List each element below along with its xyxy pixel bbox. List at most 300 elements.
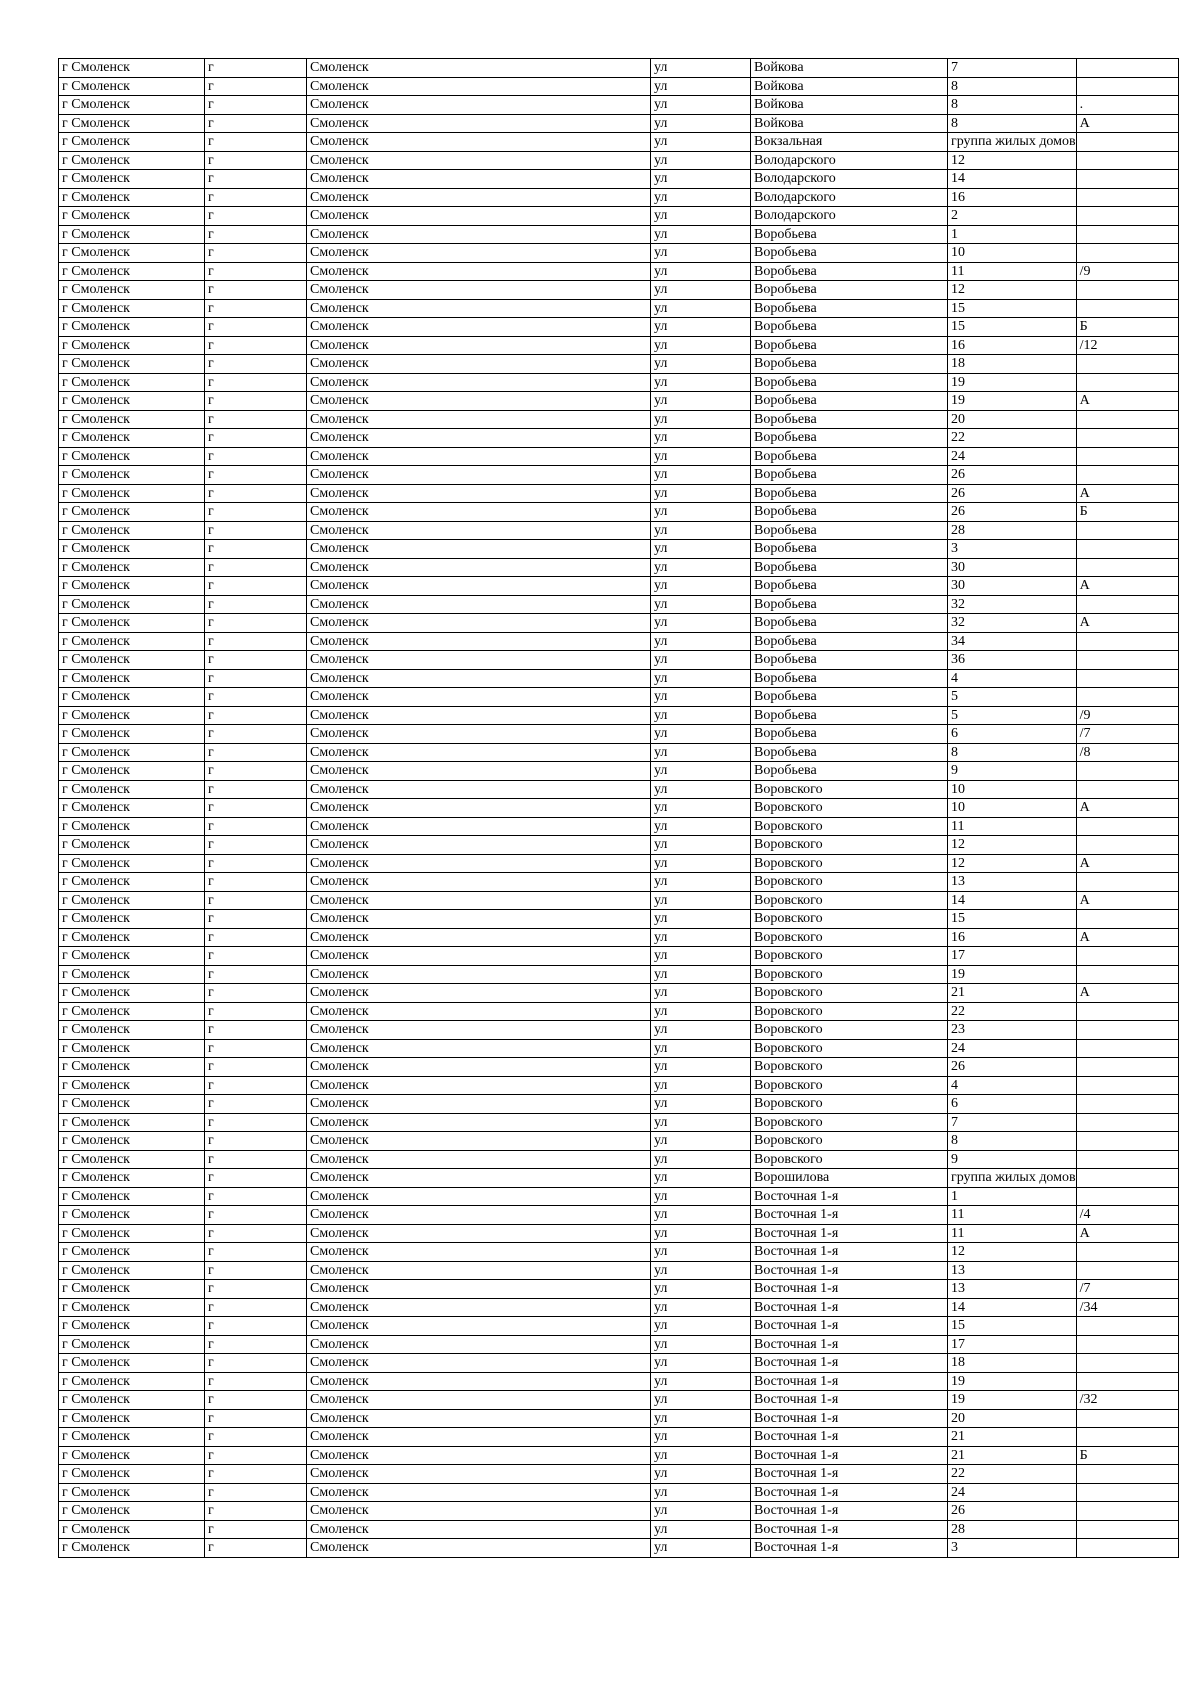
city-type-cell: г [205, 965, 307, 984]
house-number-cell: 17 [948, 1335, 1077, 1354]
city-cell: Смоленск [307, 1243, 651, 1262]
street-name-cell: Восточная 1-я [751, 1391, 948, 1410]
street-name-cell: Восточная 1-я [751, 1261, 948, 1280]
city-type-cell: г [205, 1206, 307, 1225]
city-cell: Смоленск [307, 447, 651, 466]
settlement-cell: г Смоленск [59, 725, 205, 744]
street-type-cell: ул [651, 891, 751, 910]
street-type-cell: ул [651, 577, 751, 596]
building-suffix-cell: /9 [1076, 262, 1178, 281]
table-row [59, 873, 1179, 892]
city-type-cell: г [205, 1335, 307, 1354]
house-number-cell: 8 [948, 96, 1077, 115]
table-row [59, 854, 1179, 873]
settlement-cell: г Смоленск [59, 799, 205, 818]
street-name-cell: Воровского [751, 817, 948, 836]
street-name-cell: Воровского [751, 1002, 948, 1021]
building-suffix-cell [1076, 1465, 1178, 1484]
street-type-cell: ул [651, 318, 751, 337]
street-name-cell: Восточная 1-я [751, 1354, 948, 1373]
street-name-cell: Воровского [751, 836, 948, 855]
building-suffix-cell [1076, 1132, 1178, 1151]
street-type-cell: ул [651, 1372, 751, 1391]
building-suffix-cell: /7 [1076, 1280, 1178, 1299]
table-row [59, 965, 1179, 984]
table-row [59, 928, 1179, 947]
city-type-cell: г [205, 1428, 307, 1447]
settlement-cell: г Смоленск [59, 1113, 205, 1132]
street-type-cell: ул [651, 299, 751, 318]
settlement-cell: г Смоленск [59, 151, 205, 170]
building-suffix-cell [1076, 429, 1178, 448]
table-row [59, 706, 1179, 725]
building-suffix-cell [1076, 244, 1178, 263]
street-name-cell: Воробьева [751, 225, 948, 244]
city-cell: Смоленск [307, 262, 651, 281]
city-type-cell: г [205, 1150, 307, 1169]
building-suffix-cell [1076, 1261, 1178, 1280]
street-name-cell: Воробьева [751, 244, 948, 263]
address-table-body [59, 59, 1179, 1558]
city-type-cell: г [205, 984, 307, 1003]
street-type-cell: ул [651, 762, 751, 781]
table-row [59, 1465, 1179, 1484]
building-suffix-cell [1076, 1095, 1178, 1114]
table-row [59, 1391, 1179, 1410]
street-name-cell: Володарского [751, 188, 948, 207]
building-suffix-cell [1076, 540, 1178, 559]
city-cell: Смоленск [307, 817, 651, 836]
building-suffix-cell [1076, 1113, 1178, 1132]
street-type-cell: ул [651, 244, 751, 263]
table-row [59, 1169, 1179, 1188]
street-type-cell: ул [651, 614, 751, 633]
building-suffix-cell: А [1076, 928, 1178, 947]
settlement-cell: г Смоленск [59, 521, 205, 540]
street-type-cell: ул [651, 410, 751, 429]
street-type-cell: ул [651, 1095, 751, 1114]
city-type-cell: г [205, 632, 307, 651]
city-type-cell: г [205, 1095, 307, 1114]
city-cell: Смоленск [307, 1039, 651, 1058]
city-type-cell: г [205, 281, 307, 300]
table-row [59, 1058, 1179, 1077]
settlement-cell: г Смоленск [59, 1428, 205, 1447]
street-name-cell: Воровского [751, 780, 948, 799]
city-type-cell: г [205, 1539, 307, 1558]
city-cell: Смоленск [307, 688, 651, 707]
street-type-cell: ул [651, 1446, 751, 1465]
house-number-cell: 21 [948, 984, 1077, 1003]
house-number-cell: 12 [948, 151, 1077, 170]
settlement-cell: г Смоленск [59, 540, 205, 559]
street-type-cell: ул [651, 1058, 751, 1077]
building-suffix-cell: А [1076, 577, 1178, 596]
house-number-cell: 26 [948, 484, 1077, 503]
street-name-cell: Восточная 1-я [751, 1243, 948, 1262]
settlement-cell: г Смоленск [59, 780, 205, 799]
city-cell: Смоленск [307, 151, 651, 170]
building-suffix-cell: А [1076, 854, 1178, 873]
settlement-cell: г Смоленск [59, 410, 205, 429]
city-type-cell: г [205, 706, 307, 725]
building-suffix-cell [1076, 558, 1178, 577]
street-name-cell: Воровского [751, 873, 948, 892]
settlement-cell: г Смоленск [59, 114, 205, 133]
settlement-cell: г Смоленск [59, 355, 205, 374]
city-type-cell: г [205, 151, 307, 170]
house-number-cell: 1 [948, 1187, 1077, 1206]
street-name-cell: Воробьева [751, 762, 948, 781]
street-type-cell: ул [651, 1502, 751, 1521]
table-row [59, 780, 1179, 799]
settlement-cell: г Смоленск [59, 965, 205, 984]
building-suffix-cell: /32 [1076, 1391, 1178, 1410]
table-row [59, 1243, 1179, 1262]
street-type-cell: ул [651, 1150, 751, 1169]
city-cell: Смоленск [307, 1187, 651, 1206]
street-type-cell: ул [651, 1039, 751, 1058]
table-row [59, 1446, 1179, 1465]
street-type-cell: ул [651, 817, 751, 836]
settlement-cell: г Смоленск [59, 133, 205, 152]
street-name-cell: Восточная 1-я [751, 1409, 948, 1428]
street-name-cell: Воровского [751, 1039, 948, 1058]
house-number-cell: 8 [948, 743, 1077, 762]
street-name-cell: Володарского [751, 170, 948, 189]
street-type-cell: ул [651, 799, 751, 818]
building-suffix-cell [1076, 170, 1178, 189]
house-number-cell: 22 [948, 429, 1077, 448]
city-type-cell: г [205, 429, 307, 448]
building-suffix-cell: /9 [1076, 706, 1178, 725]
street-type-cell: ул [651, 355, 751, 374]
city-type-cell: г [205, 1502, 307, 1521]
city-cell: Смоленск [307, 965, 651, 984]
city-cell: Смоленск [307, 1206, 651, 1225]
city-type-cell: г [205, 799, 307, 818]
city-cell: Смоленск [307, 891, 651, 910]
building-suffix-cell [1076, 1354, 1178, 1373]
table-row [59, 466, 1179, 485]
city-cell: Смоленск [307, 59, 651, 78]
settlement-cell: г Смоленск [59, 558, 205, 577]
street-type-cell: ул [651, 151, 751, 170]
house-number-cell: 26 [948, 466, 1077, 485]
building-suffix-cell [1076, 1002, 1178, 1021]
building-suffix-cell: А [1076, 891, 1178, 910]
city-cell: Смоленск [307, 540, 651, 559]
city-cell: Смоленск [307, 1317, 651, 1336]
city-type-cell: г [205, 1298, 307, 1317]
city-cell: Смоленск [307, 299, 651, 318]
table-row [59, 96, 1179, 115]
street-type-cell: ул [651, 1169, 751, 1188]
table-row [59, 355, 1179, 374]
settlement-cell: г Смоленск [59, 262, 205, 281]
street-type-cell: ул [651, 133, 751, 152]
street-name-cell: Володарского [751, 151, 948, 170]
house-number-cell: 2 [948, 207, 1077, 226]
settlement-cell: г Смоленск [59, 466, 205, 485]
settlement-cell: г Смоленск [59, 1150, 205, 1169]
building-suffix-cell [1076, 1502, 1178, 1521]
table-row [59, 669, 1179, 688]
settlement-cell: г Смоленск [59, 392, 205, 411]
city-type-cell: г [205, 1058, 307, 1077]
street-type-cell: ул [651, 1354, 751, 1373]
house-number-cell: 10 [948, 780, 1077, 799]
city-cell: Смоленск [307, 1095, 651, 1114]
building-suffix-cell: /34 [1076, 1298, 1178, 1317]
city-cell: Смоленск [307, 1058, 651, 1077]
building-suffix-cell [1076, 1076, 1178, 1095]
building-suffix-cell: А [1076, 799, 1178, 818]
city-cell: Смоленск [307, 632, 651, 651]
street-name-cell: Восточная 1-я [751, 1446, 948, 1465]
table-row [59, 133, 1179, 152]
table-row [59, 725, 1179, 744]
street-name-cell: Воровского [751, 1150, 948, 1169]
city-type-cell: г [205, 1520, 307, 1539]
table-row [59, 1039, 1179, 1058]
street-type-cell: ул [651, 1280, 751, 1299]
city-cell: Смоленск [307, 1520, 651, 1539]
street-type-cell: ул [651, 503, 751, 522]
street-name-cell: Воробьева [751, 355, 948, 374]
house-number-cell: 14 [948, 1298, 1077, 1317]
building-suffix-cell [1076, 651, 1178, 670]
street-type-cell: ул [651, 910, 751, 929]
city-type-cell: г [205, 614, 307, 633]
house-number-cell: 16 [948, 928, 1077, 947]
table-row [59, 114, 1179, 133]
settlement-cell: г Смоленск [59, 1076, 205, 1095]
settlement-cell: г Смоленск [59, 1317, 205, 1336]
street-name-cell: Воровского [751, 965, 948, 984]
street-name-cell: Воробьева [751, 669, 948, 688]
house-number-cell: 7 [948, 1113, 1077, 1132]
house-number-cell: 32 [948, 595, 1077, 614]
table-row [59, 59, 1179, 78]
building-suffix-cell [1076, 133, 1178, 152]
city-type-cell: г [205, 484, 307, 503]
street-name-cell: Воробьева [751, 743, 948, 762]
settlement-cell: г Смоленск [59, 1224, 205, 1243]
table-row [59, 891, 1179, 910]
street-name-cell: Ворошилова [751, 1169, 948, 1188]
city-type-cell: г [205, 1169, 307, 1188]
table-row [59, 688, 1179, 707]
city-cell: Смоленск [307, 836, 651, 855]
settlement-cell: г Смоленск [59, 947, 205, 966]
table-row [59, 447, 1179, 466]
house-number-cell: 11 [948, 262, 1077, 281]
table-row [59, 410, 1179, 429]
table-row [59, 1520, 1179, 1539]
house-number-cell: 19 [948, 1391, 1077, 1410]
street-type-cell: ул [651, 114, 751, 133]
city-type-cell: г [205, 891, 307, 910]
city-cell: Смоленск [307, 1502, 651, 1521]
street-name-cell: Воровского [751, 947, 948, 966]
building-suffix-cell [1076, 207, 1178, 226]
table-row [59, 151, 1179, 170]
city-cell: Смоленск [307, 466, 651, 485]
house-number-cell: 30 [948, 558, 1077, 577]
building-suffix-cell: /7 [1076, 725, 1178, 744]
street-name-cell: Воробьева [751, 410, 948, 429]
settlement-cell: г Смоленск [59, 1095, 205, 1114]
building-suffix-cell: /12 [1076, 336, 1178, 355]
street-type-cell: ул [651, 706, 751, 725]
city-cell: Смоленск [307, 114, 651, 133]
settlement-cell: г Смоленск [59, 817, 205, 836]
street-type-cell: ул [651, 965, 751, 984]
street-type-cell: ул [651, 1539, 751, 1558]
building-suffix-cell: Б [1076, 1446, 1178, 1465]
street-type-cell: ул [651, 1076, 751, 1095]
city-cell: Смоленск [307, 1113, 651, 1132]
street-type-cell: ул [651, 743, 751, 762]
building-suffix-cell [1076, 188, 1178, 207]
street-name-cell: Воровского [751, 1095, 948, 1114]
street-name-cell: Воробьева [751, 318, 948, 337]
city-type-cell: г [205, 947, 307, 966]
city-type-cell: г [205, 854, 307, 873]
city-type-cell: г [205, 1465, 307, 1484]
city-cell: Смоленск [307, 1298, 651, 1317]
street-type-cell: ул [651, 1002, 751, 1021]
house-number-cell: 26 [948, 503, 1077, 522]
street-name-cell: Воробьева [751, 503, 948, 522]
table-row [59, 1502, 1179, 1521]
house-number-cell: 15 [948, 299, 1077, 318]
settlement-cell: г Смоленск [59, 170, 205, 189]
house-number-cell: 4 [948, 1076, 1077, 1095]
street-name-cell: Воровского [751, 910, 948, 929]
house-number-cell: 36 [948, 651, 1077, 670]
table-row [59, 1261, 1179, 1280]
street-type-cell: ул [651, 595, 751, 614]
house-number-cell: группа жилых домов [948, 1169, 1077, 1188]
house-number-cell: 12 [948, 1243, 1077, 1262]
city-cell: Смоленск [307, 1132, 651, 1151]
house-number-cell: 8 [948, 1132, 1077, 1151]
table-row [59, 743, 1179, 762]
settlement-cell: г Смоленск [59, 1002, 205, 1021]
street-type-cell: ул [651, 1243, 751, 1262]
table-row [59, 817, 1179, 836]
street-name-cell: Восточная 1-я [751, 1224, 948, 1243]
building-suffix-cell [1076, 1539, 1178, 1558]
house-number-cell: 13 [948, 873, 1077, 892]
city-type-cell: г [205, 521, 307, 540]
street-type-cell: ул [651, 225, 751, 244]
building-suffix-cell: А [1076, 484, 1178, 503]
street-name-cell: Восточная 1-я [751, 1483, 948, 1502]
house-number-cell: группа жилых домов [948, 133, 1077, 152]
table-row [59, 1113, 1179, 1132]
table-row [59, 188, 1179, 207]
city-type-cell: г [205, 1132, 307, 1151]
table-row [59, 1298, 1179, 1317]
table-row [59, 484, 1179, 503]
street-name-cell: Воробьева [751, 595, 948, 614]
settlement-cell: г Смоленск [59, 1446, 205, 1465]
building-suffix-cell [1076, 1058, 1178, 1077]
street-name-cell: Воробьева [751, 466, 948, 485]
street-type-cell: ул [651, 281, 751, 300]
settlement-cell: г Смоленск [59, 503, 205, 522]
building-suffix-cell [1076, 1187, 1178, 1206]
house-number-cell: 15 [948, 910, 1077, 929]
street-name-cell: Воробьева [751, 336, 948, 355]
settlement-cell: г Смоленск [59, 1391, 205, 1410]
table-row [59, 632, 1179, 651]
table-row [59, 836, 1179, 855]
table-row [59, 262, 1179, 281]
street-name-cell: Воровского [751, 1021, 948, 1040]
building-suffix-cell [1076, 1150, 1178, 1169]
settlement-cell: г Смоленск [59, 1039, 205, 1058]
street-name-cell: Войкова [751, 59, 948, 78]
street-type-cell: ул [651, 429, 751, 448]
street-type-cell: ул [651, 373, 751, 392]
building-suffix-cell [1076, 762, 1178, 781]
table-row [59, 1372, 1179, 1391]
city-type-cell: г [205, 910, 307, 929]
house-number-cell: 34 [948, 632, 1077, 651]
building-suffix-cell [1076, 910, 1178, 929]
street-name-cell: Воробьева [751, 299, 948, 318]
table-row [59, 318, 1179, 337]
house-number-cell: 18 [948, 1354, 1077, 1373]
city-type-cell: г [205, 1280, 307, 1299]
table-row [59, 1409, 1179, 1428]
house-number-cell: 11 [948, 817, 1077, 836]
table-row [59, 1132, 1179, 1151]
city-cell: Смоленск [307, 595, 651, 614]
settlement-cell: г Смоленск [59, 1058, 205, 1077]
city-cell: Смоленск [307, 1169, 651, 1188]
city-type-cell: г [205, 1483, 307, 1502]
table-row [59, 77, 1179, 96]
city-type-cell: г [205, 928, 307, 947]
street-name-cell: Воробьева [751, 577, 948, 596]
table-row [59, 1483, 1179, 1502]
street-name-cell: Восточная 1-я [751, 1372, 948, 1391]
city-cell: Смоленск [307, 410, 651, 429]
city-type-cell: г [205, 336, 307, 355]
street-type-cell: ул [651, 1298, 751, 1317]
house-number-cell: 18 [948, 355, 1077, 374]
table-row [59, 984, 1179, 1003]
city-cell: Смоленск [307, 1150, 651, 1169]
street-type-cell: ул [651, 336, 751, 355]
settlement-cell: г Смоленск [59, 1354, 205, 1373]
city-cell: Смоленск [307, 762, 651, 781]
house-number-cell: 22 [948, 1465, 1077, 1484]
house-number-cell: 8 [948, 77, 1077, 96]
table-row [59, 1187, 1179, 1206]
street-name-cell: Воробьева [751, 281, 948, 300]
house-number-cell: 5 [948, 688, 1077, 707]
table-row [59, 1539, 1179, 1558]
city-cell: Смоленск [307, 1391, 651, 1410]
city-type-cell: г [205, 59, 307, 78]
city-cell: Смоленск [307, 503, 651, 522]
